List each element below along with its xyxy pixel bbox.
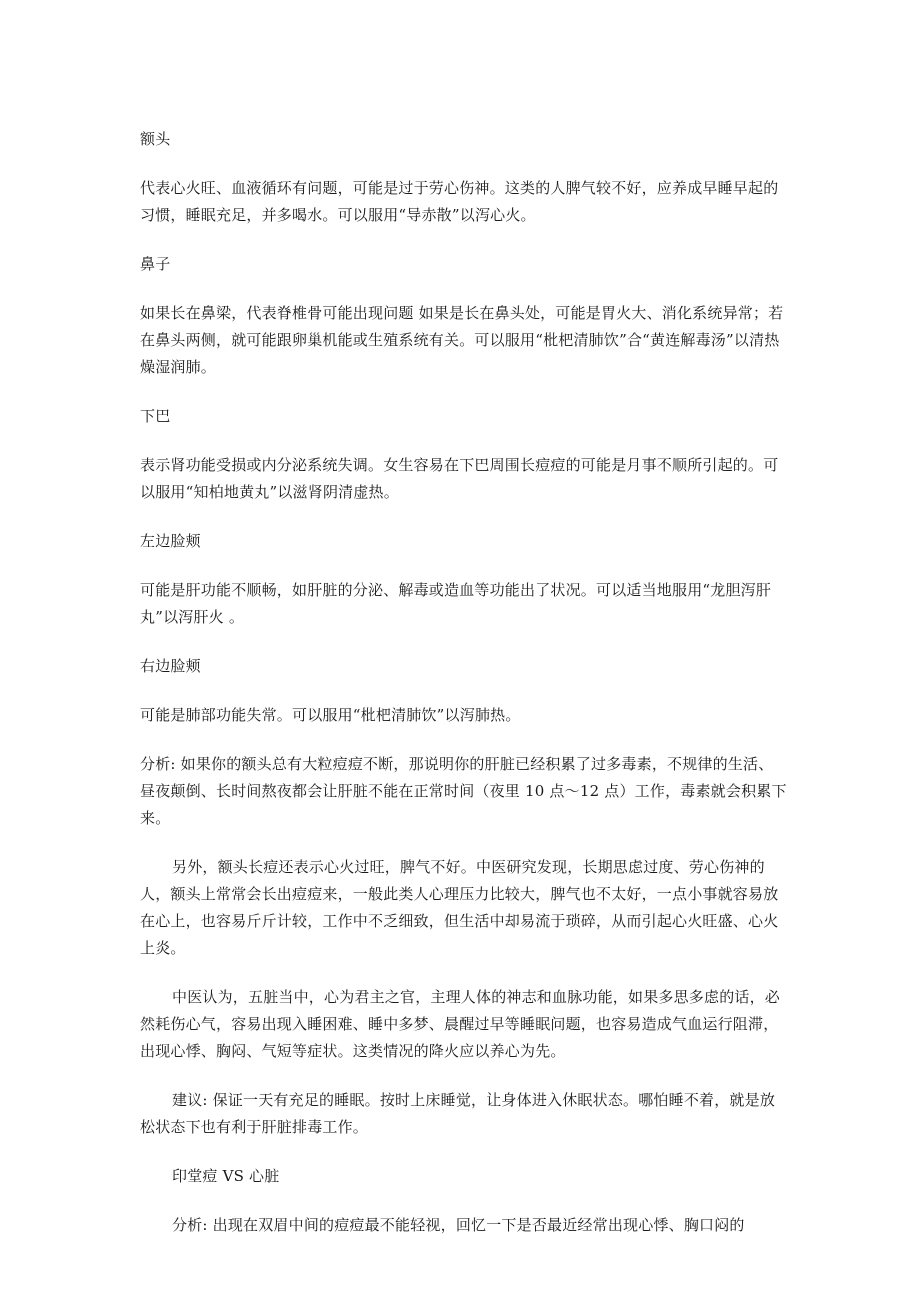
text-column	[140, 126, 788, 1261]
paragraph-analysis-forehead: 分析: 如果你的额头总有大粒痘痘不断，那说明你的肝脏已经积累了过多毒素，不规律的生活、昼夜颠倒、长时间熬夜都会让肝脏不能在正常时间（夜里 10 点～12 点）工作，毒素就会积累下来。	[140, 755, 787, 827]
section-heading-forehead: 额头	[140, 130, 171, 148]
paragraph-suggestion: 建议: 保证一天有充足的睡眠。按时上床睡觉，让身体进入休眠状态。哪怕睡不着，就是放松状态下也有利于肝脏排毒工作。	[140, 1091, 776, 1136]
section-heading-chin: 下巴	[140, 407, 171, 425]
section-heading-left-cheek: 左边脸颊	[140, 532, 201, 550]
section-heading-nose: 鼻子	[140, 255, 171, 273]
paragraph-left-cheek: 可能是肝功能不顺畅，如肝脏的分泌、解毒或造血等功能出了状况。可以适当地服用“龙胆泻肝丸”以泻肝火 。	[140, 581, 772, 626]
paragraph-analysis-yintang: 分析: 出现在双眉中间的痘痘最不能轻视，回忆一下是否最近经常出现心悸、胸口闷的	[172, 1216, 745, 1234]
paragraph-heart-fire: 另外，额头长痘还表示心火过旺，脾气不好。中医研究发现，长期思虑过度、劳心伤神的人，额头上常常会长出痘痘来，一般此类人心理压力比较大，脾气也不太好，一点小事就容易放在心上，也容易斤斤计较，工作中不乏细致，但生活中却易流于琐碎，从而引起心火旺盛、心火上炎。	[140, 858, 779, 957]
section-heading-right-cheek: 右边脸颊	[140, 657, 201, 675]
paragraph-right-cheek: 可能是肺部功能失常。可以服用“枇杷清肺饮”以泻肺热。	[140, 706, 521, 724]
paragraph-nose: 如果长在鼻梁，代表脊椎骨可能出现问题 如果是长在鼻头处，可能是胃火大、消化系统异常；若在鼻头两侧，就可能跟卵巢机能或生殖系统有关。可以服用“枇杷清肺饮”合“黄连解毒汤”以清热燥湿润肺。	[140, 304, 784, 376]
paragraph-forehead: 代表心火旺、血液循环有问题，可能是过于劳心伤神。这类的人脾气较不好，应养成早睡早起的习惯，睡眠充足，并多喝水。可以服用“导赤散”以泻心火。	[140, 179, 779, 224]
paragraph-chin: 表示肾功能受损或内分泌系统失调。女生容易在下巴周围长痘痘的可能是月事不顺所引起的。可以服用“知柏地黄丸”以滋肾阴清虚热。	[140, 456, 779, 501]
paragraph-tcm-heart: 中医认为，五脏当中，心为君主之官，主理人体的神志和血脉功能，如果多思多虑的话，必然耗伤心气，容易出现入睡困难、睡中多梦、晨醒过早等睡眠问题，也容易造成气血运行阻滞，出现心悸、胸闷、气短等症状。这类情况的降火应以养心为先。	[140, 988, 781, 1060]
subheading-yintang-heart: 印堂痘 VS 心脏	[172, 1167, 280, 1185]
